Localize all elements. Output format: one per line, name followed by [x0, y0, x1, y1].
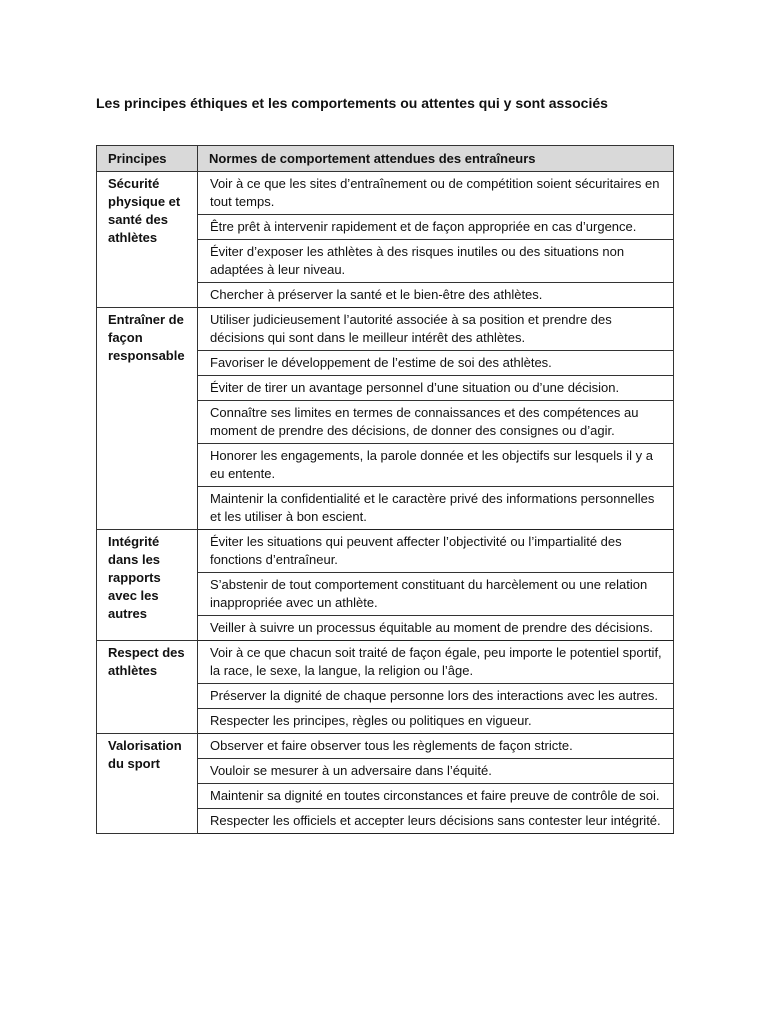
- norm-cell: Éviter de tirer un avantage personnel d’une situation ou d’une décision.: [198, 376, 674, 401]
- norm-cell: Connaître ses limites en termes de connaissances et des compétences au moment de prendre des décisions, de donner des consignes ou d’agir.: [198, 401, 674, 444]
- norm-cell: Préserver la dignité de chaque personne lors des interactions avec les autres.: [198, 684, 674, 709]
- norm-cell: Observer et faire observer tous les règlements de façon stricte.: [198, 734, 674, 759]
- norm-cell: Maintenir la confidentialité et le caractère privé des informations personnelles et les utiliser à bon escient.: [198, 487, 674, 530]
- norm-cell: Respecter les officiels et accepter leurs décisions sans contester leur intégrité.: [198, 809, 674, 834]
- table-header-row: [97, 146, 674, 172]
- table-body: [97, 172, 674, 834]
- norm-cell: Vouloir se mesurer à un adversaire dans l’équité.: [198, 759, 674, 784]
- norm-cell: Être prêt à intervenir rapidement et de façon appropriée en cas d’urgence.: [198, 215, 674, 240]
- norm-cell: Chercher à préserver la santé et le bien-être des athlètes.: [198, 283, 674, 308]
- norm-cell: Honorer les engagements, la parole donnée et les objectifs sur lesquels il y a eu entente.: [198, 444, 674, 487]
- norm-cell: Maintenir sa dignité en toutes circonstances et faire preuve de contrôle de soi.: [198, 784, 674, 809]
- norm-cell: Respecter les principes, règles ou politiques en vigueur.: [198, 709, 674, 734]
- table-row: [97, 734, 674, 759]
- principle-cell: Valorisation du sport: [97, 734, 198, 834]
- header-principles: Principes: [97, 146, 198, 172]
- principle-cell: Entraîner de façon responsable: [97, 308, 198, 530]
- table-row: [97, 172, 674, 215]
- norm-cell: Éviter les situations qui peuvent affecter l’objectivité ou l’impartialité des fonctions d’entraîneur.: [198, 530, 674, 573]
- norm-cell: Favoriser le développement de l’estime de soi des athlètes.: [198, 351, 674, 376]
- principle-cell: Sécurité physique et santé des athlètes: [97, 172, 198, 308]
- norm-cell: Voir à ce que chacun soit traité de façon égale, peu importe le potentiel sportif, la race, le sexe, la langue, la religion ou l’âge.: [198, 641, 674, 684]
- norm-cell: Veiller à suivre un processus équitable au moment de prendre des décisions.: [198, 616, 674, 641]
- norm-cell: Utiliser judicieusement l’autorité associée à sa position et prendre des décisions qui sont dans le meilleur intérêt des athlètes.: [198, 308, 674, 351]
- norm-cell: S’abstenir de tout comportement constituant du harcèlement ou une relation inappropriée avec un athlète.: [198, 573, 674, 616]
- principle-cell: Respect des athlètes: [97, 641, 198, 734]
- table-row: [97, 308, 674, 351]
- table-row: [97, 641, 674, 684]
- table-row: [97, 530, 674, 573]
- norm-cell: Voir à ce que les sites d’entraînement ou de compétition soient sécuritaires en tout temps.: [198, 172, 674, 215]
- ethics-table: [96, 145, 674, 834]
- principle-cell: Intégrité dans les rapports avec les autres: [97, 530, 198, 641]
- header-norms: Normes de comportement attendues des entraîneurs: [198, 146, 674, 172]
- document-title: Les principes éthiques et les comportements ou attentes qui y sont associés: [96, 95, 608, 111]
- norm-cell: Éviter d’exposer les athlètes à des risques inutiles ou des situations non adaptées à leur niveau.: [198, 240, 674, 283]
